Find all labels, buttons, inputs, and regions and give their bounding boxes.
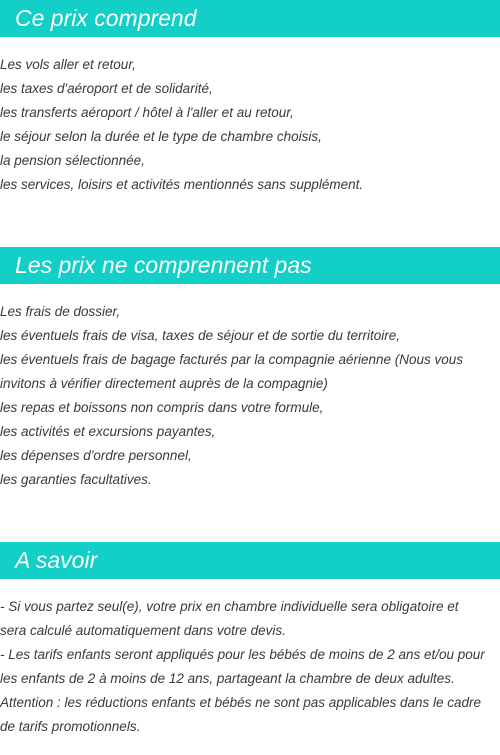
- list-item: les taxes d'aéroport et de solidarité,: [0, 81, 213, 96]
- section-title-not-included: Les prix ne comprennent pas: [0, 247, 500, 284]
- list-item: les dépenses d'ordre personnel,: [0, 448, 192, 463]
- text-line: sera calculé automatiquement dans votre devis.: [0, 623, 286, 638]
- good-to-know-text: [0, 595, 500, 739]
- list-item: les éventuels frais de visa, taxes de séjour et de sortie du territoire,: [0, 328, 400, 343]
- list-item: invitons à vérifier directement auprès de la compagnie): [0, 376, 328, 391]
- list-item: les éventuels frais de bagage facturés par la compagnie aérienne (Nous vous: [0, 352, 464, 367]
- included-list: [0, 53, 500, 197]
- not-included-list: [0, 300, 500, 492]
- text-line: de tarifs promotionnels.: [0, 719, 141, 734]
- section-title-included: Ce prix comprend: [0, 0, 500, 37]
- list-item: les activités et excursions payantes,: [0, 424, 216, 439]
- list-item: Les frais de dossier,: [0, 304, 121, 319]
- list-item: le séjour selon la durée et le type de chambre choisis,: [0, 129, 322, 144]
- text-line: les enfants de 2 à moins de 12 ans, partageant la chambre de deux adultes.: [0, 671, 455, 686]
- text-line: Attention : les réductions enfants et bébés ne sont pas applicables dans le cadre: [0, 695, 482, 710]
- list-item: les transferts aéroport / hôtel à l'aller et au retour,: [0, 105, 294, 120]
- list-item: les garanties facultatives.: [0, 472, 152, 487]
- text-line: - Si vous partez seul(e), votre prix en chambre individuelle sera obligatoire et: [0, 599, 459, 614]
- list-item: les services, loisirs et activités mentionnés sans supplément.: [0, 177, 364, 192]
- list-item: Les vols aller et retour,: [0, 57, 136, 72]
- section-title-good-to-know: A savoir: [0, 542, 500, 579]
- text-line: - Les tarifs enfants seront appliqués pour les bébés de moins de 2 ans et/ou pour: [0, 647, 485, 662]
- list-item: la pension sélectionnée,: [0, 153, 145, 168]
- list-item: les repas et boissons non compris dans votre formule,: [0, 400, 324, 415]
